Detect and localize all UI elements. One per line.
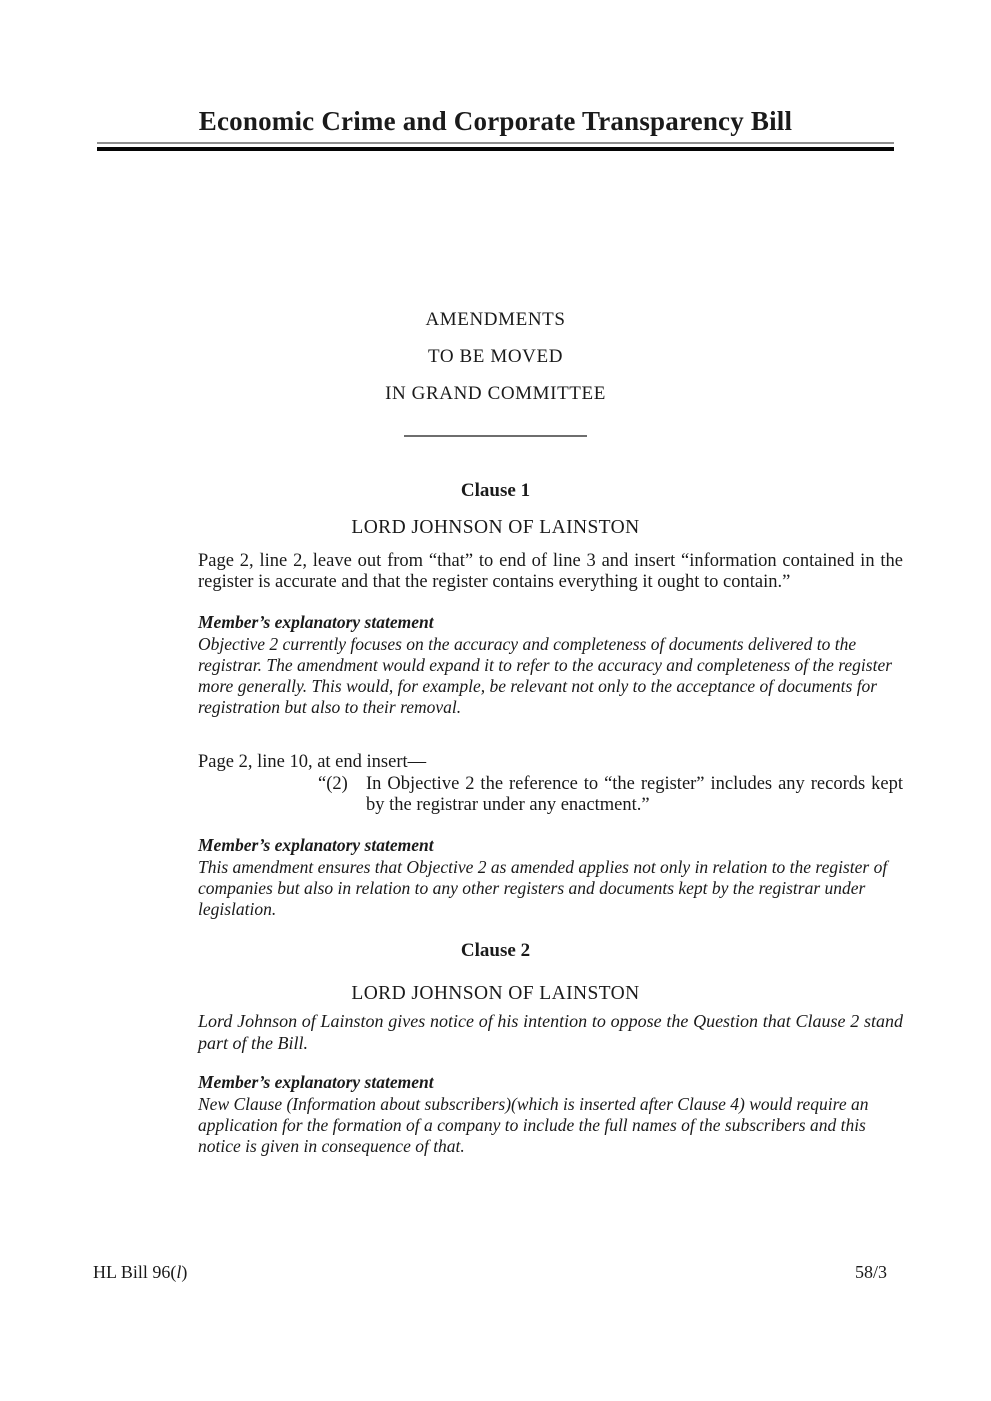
clause1-amendment1-text: Page 2, line 2, leave out from “that” to end of line 3 and insert “information contained in the register is accurate and that the register contains everything it ought to contain.” — [198, 550, 903, 592]
clause1-explanatory2-label: Member’s explanatory statement — [198, 834, 434, 855]
bill-title: Economic Crime and Corporate Transparency Bill — [198, 106, 793, 136]
clause2-notice-text: Lord Johnson of Lainston gives notice of his intention to oppose the Question that Clause 2 stand part of the Bill. — [198, 1011, 903, 1053]
page-footer — [93, 1262, 887, 1282]
clause2-heading: Clause 2 — [460, 939, 531, 961]
sheet-number: 58/3 — [854, 1262, 887, 1282]
bill-reference-letter: l — [176, 1262, 182, 1282]
section-divider-rule — [404, 435, 587, 437]
clause1-amendment2-lead: Page 2, line 10, at end insert— — [198, 751, 427, 772]
clause1-heading: Clause 1 — [460, 480, 531, 501]
bill-reference: HL Bill 96(l) — [93, 1262, 188, 1282]
clause1-explanatory1-text: Objective 2 currently focuses on the accuracy and completeness of documents delivered to the registrar. The amendment would expand it to refer to the accuracy and completeness of the register more generally. This would, for example, be relevant not only to the acceptance of documents for registration but also to their removal. — [198, 633, 893, 717]
session-headings — [0, 301, 991, 412]
clause1-explanatory1-label: Member’s explanatory statement — [198, 611, 434, 632]
clause1-sponsor: LORD JOHNSON OF LAINSTON — [351, 517, 640, 538]
title-rule-thick — [97, 147, 894, 151]
session-heading-amendments: AMENDMENTS — [425, 309, 566, 330]
session-heading-committee: IN GRAND COMMITTEE — [385, 383, 606, 404]
clause1-explanatory2-text: This amendment ensures that Objective 2 as amended applies not only in relation to the register of companies but also in relation to any other registers and documents kept by the registrar under legislation. — [198, 856, 888, 919]
subsection-number: “(2) — [318, 773, 348, 794]
clause2-sponsor: LORD JOHNSON OF LAINSTON — [351, 982, 640, 1004]
session-heading-to-be-moved: TO BE MOVED — [427, 346, 564, 367]
clause2-explanatory-label: Member’s explanatory statement — [198, 1072, 434, 1092]
clause2-explanatory-text: New Clause (Information about subscribers)(which is inserted after Clause 4) would require an application for the formation of a company to include the full names of the subscribers and this notice is given in consequence of that. — [198, 1094, 869, 1156]
title-rule-thin — [97, 142, 894, 144]
subsection-text: In Objective 2 the reference to “the register” includes any records kept by the registrar under any enactment.” — [366, 773, 903, 815]
clause1-amendment2-subsection — [318, 774, 903, 817]
